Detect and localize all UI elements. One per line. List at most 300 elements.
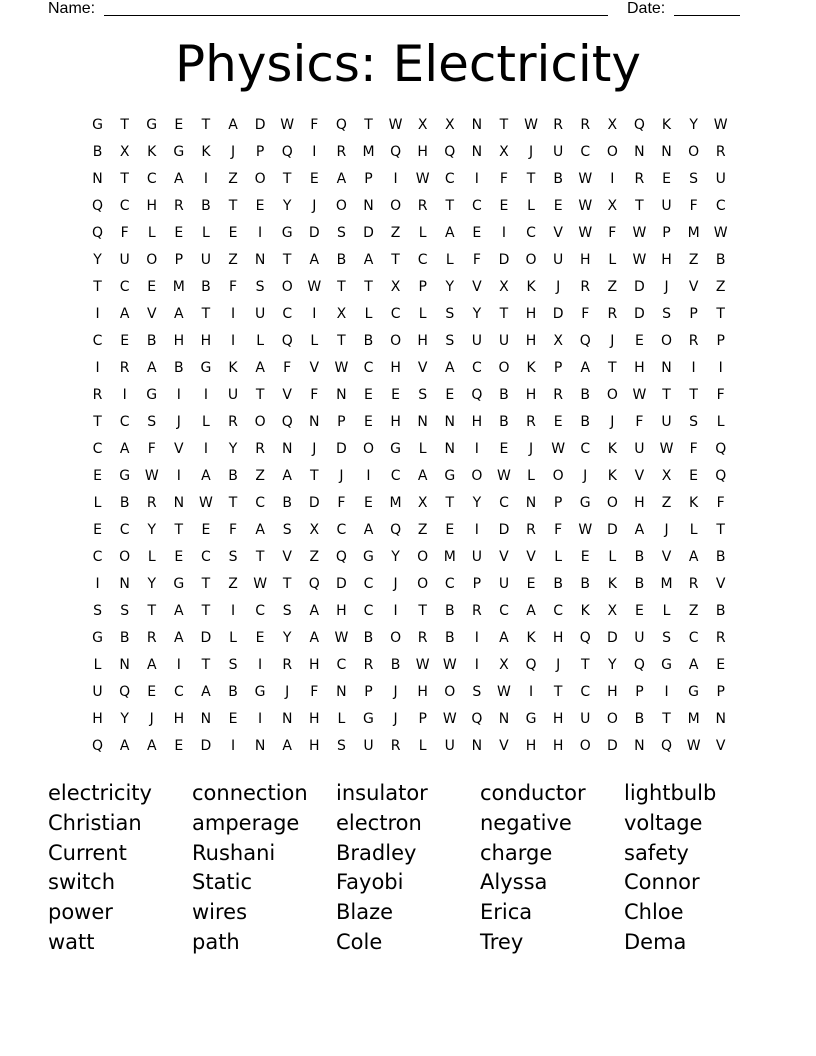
grid-letter: V — [146, 306, 157, 322]
grid-letter: D — [498, 522, 510, 538]
grid-letter: G — [92, 630, 103, 646]
word-list-item: Bradley — [336, 840, 417, 865]
grid-letter: W — [199, 495, 213, 511]
grid-letter: E — [445, 387, 455, 403]
grid-letter: W — [578, 522, 593, 538]
grid-letter: I — [203, 387, 208, 403]
grid-letter: H — [525, 333, 537, 349]
grid-letter: G — [281, 225, 293, 241]
grid-letter: G — [363, 549, 374, 565]
grid-letter: O — [606, 711, 618, 727]
grid-letter: A — [309, 603, 320, 619]
grid-letter: C — [173, 684, 184, 700]
grid-row — [84, 220, 735, 247]
grid-letter: L — [608, 252, 617, 268]
grid-letter: Q — [281, 414, 293, 430]
grid-letter: M — [389, 495, 402, 511]
grid-letter: W — [497, 684, 511, 700]
grid-letter: C — [146, 171, 157, 187]
grid-letter: Q — [633, 117, 645, 133]
grid-letter: K — [526, 630, 536, 646]
grid-letter: C — [255, 603, 265, 619]
grid-letter: Q — [335, 117, 347, 133]
grid-letter: Q — [579, 630, 591, 646]
grid-letter: T — [716, 522, 725, 538]
grid-letter: C — [499, 495, 509, 511]
name-label: Name: — [48, 0, 96, 17]
grid-letter: P — [716, 333, 725, 349]
grid-letter: E — [201, 522, 211, 538]
grid-letter: I — [474, 171, 479, 187]
grid-row — [84, 112, 735, 139]
grid-row — [84, 625, 735, 652]
grid-letter: X — [417, 117, 428, 133]
word-list-item: Trey — [480, 929, 524, 954]
grid-letter: S — [418, 387, 428, 403]
grid-letter: A — [201, 468, 211, 484]
grid-letter: F — [120, 225, 129, 241]
grid-letter: J — [528, 441, 534, 457]
grid-letter: T — [445, 198, 455, 214]
grid-letter: S — [336, 738, 346, 754]
grid-letter: P — [418, 711, 427, 727]
grid-letter: P — [662, 225, 671, 241]
grid-letter: I — [474, 630, 479, 646]
grid-letter: Y — [147, 522, 157, 538]
grid-letter: V — [553, 225, 563, 241]
grid-letter: A — [119, 441, 130, 457]
grid-letter: B — [580, 576, 591, 592]
grid-letter: A — [255, 522, 265, 538]
word-list-item: safety — [624, 840, 689, 865]
grid-letter: C — [119, 414, 130, 430]
grid-row — [84, 328, 735, 355]
grid-letter: N — [471, 738, 483, 754]
grid-letter: Y — [228, 441, 238, 457]
grid-letter: C — [363, 360, 374, 376]
grid-letter: B — [499, 387, 509, 403]
grid-letter: X — [553, 333, 563, 349]
grid-letter: A — [174, 603, 184, 619]
word-list-item: path — [192, 929, 240, 954]
grid-letter: N — [661, 360, 672, 376]
grid-letter: L — [445, 252, 454, 268]
grid-row — [84, 544, 735, 571]
grid-letter: P — [418, 279, 427, 295]
grid-letter: K — [689, 495, 699, 511]
grid-letter: J — [339, 468, 344, 484]
grid-letter: U — [227, 387, 239, 403]
grid-letter: T — [201, 576, 211, 592]
grid-letter: F — [716, 495, 725, 511]
grid-letter: Q — [579, 333, 591, 349]
grid-letter: E — [553, 414, 563, 430]
grid-letter: S — [662, 630, 671, 646]
grid-letter: P — [635, 684, 644, 700]
grid-letter: T — [499, 117, 509, 133]
grid-letter: O — [335, 198, 347, 214]
grid-letter: T — [228, 198, 238, 214]
grid-letter: M — [362, 144, 375, 160]
grid-letter: H — [146, 198, 157, 214]
grid-letter: Z — [688, 252, 699, 268]
grid-letter: I — [528, 684, 534, 700]
grid-letter: W — [578, 225, 593, 241]
grid-letter: O — [254, 414, 266, 430]
grid-letter: R — [688, 333, 699, 349]
grid-letter: B — [715, 603, 726, 619]
grid-letter: C — [471, 360, 482, 376]
grid-row — [84, 382, 735, 409]
grid-letter: N — [336, 387, 347, 403]
grid-letter: U — [634, 630, 645, 646]
grid-row — [84, 166, 735, 193]
grid-letter: T — [337, 279, 346, 295]
grid-letter: A — [444, 360, 455, 376]
grid-letter: T — [282, 171, 292, 187]
grid-letter: C — [255, 495, 265, 511]
grid-letter: Q — [633, 657, 645, 673]
name-field[interactable] — [104, 15, 608, 16]
grid-letter: L — [93, 495, 102, 511]
grid-letter: T — [201, 657, 211, 673]
grid-letter: B — [228, 468, 238, 484]
grid-letter: Q — [335, 549, 347, 565]
grid-letter: E — [499, 198, 509, 214]
grid-letter: E — [255, 198, 265, 214]
grid-letter: I — [122, 387, 127, 403]
grid-letter: O — [688, 144, 700, 160]
grid-letter: I — [474, 441, 479, 457]
grid-letter: C — [201, 549, 211, 565]
grid-letter: P — [472, 576, 482, 592]
grid-letter: U — [471, 333, 482, 349]
grid-letter: E — [147, 279, 157, 295]
grid-letter: P — [716, 684, 725, 700]
grid-letter: C — [553, 603, 564, 619]
grid-letter: F — [310, 117, 319, 133]
grid-letter: E — [553, 198, 563, 214]
grid-letter: D — [634, 306, 645, 322]
grid-letter: Y — [282, 198, 292, 214]
grid-letter: T — [499, 306, 509, 322]
grid-letter: R — [255, 441, 265, 457]
word-list-item: Christian — [48, 810, 142, 835]
grid-letter: B — [201, 198, 211, 214]
grid-letter: N — [444, 414, 455, 430]
grid-letter: R — [417, 198, 428, 214]
grid-letter: I — [393, 603, 398, 619]
grid-letter: P — [364, 171, 373, 187]
grid-letter: L — [418, 225, 427, 241]
grid-letter: P — [553, 360, 563, 376]
grid-letter: A — [526, 603, 536, 619]
grid-letter: U — [444, 738, 455, 754]
grid-letter: Y — [472, 306, 482, 322]
grid-letter: W — [632, 387, 647, 403]
word-list-item: Current — [48, 840, 127, 865]
grid-letter: E — [228, 225, 238, 241]
grid-letter: T — [255, 549, 265, 565]
grid-letter: S — [255, 279, 265, 295]
grid-letter: B — [282, 495, 292, 511]
grid-letter: H — [579, 252, 591, 268]
grid-letter: T — [310, 468, 319, 484]
grid-letter: T — [608, 360, 617, 376]
grid-letter: T — [337, 333, 346, 349]
grid-letter: I — [95, 576, 100, 592]
grid-letter: H — [607, 684, 618, 700]
grid-letter: R — [553, 387, 563, 403]
grid-letter: M — [687, 225, 700, 241]
grid-letter: Y — [147, 576, 157, 592]
grid-letter: V — [688, 279, 699, 295]
grid-letter: N — [715, 711, 726, 727]
grid-letter: K — [607, 441, 617, 457]
grid-letter: E — [93, 522, 102, 538]
grid-letter: T — [282, 252, 292, 268]
grid-letter: S — [336, 225, 346, 241]
grid-letter: J — [393, 576, 398, 592]
grid-letter: C — [336, 522, 347, 538]
grid-letter: S — [228, 657, 238, 673]
grid-letter: J — [610, 414, 615, 430]
grid-letter: R — [580, 279, 591, 295]
grid-letter: H — [390, 360, 401, 376]
grid-letter: O — [606, 495, 618, 511]
grid-letter: A — [228, 117, 238, 133]
grid-letter: E — [445, 522, 455, 538]
grid-letter: Y — [391, 549, 400, 565]
grid-letter: Q — [715, 468, 727, 484]
grid-letter: V — [417, 360, 428, 376]
grid-letter: J — [556, 279, 561, 295]
grid-letter: B — [228, 684, 238, 700]
grid-letter: B — [715, 252, 726, 268]
word-list-item: Fayobi — [336, 870, 404, 895]
grid-letter: N — [200, 711, 212, 727]
grid-letter: O — [390, 630, 402, 646]
word-list-item: electricity — [48, 781, 152, 805]
grid-letter: F — [472, 252, 481, 268]
grid-letter: T — [120, 117, 129, 133]
grid-letter: Q — [715, 441, 727, 457]
grid-letter: H — [309, 711, 320, 727]
grid-row — [84, 679, 735, 706]
grid-letter: D — [200, 738, 212, 754]
grid-letter: B — [119, 630, 130, 646]
grid-row — [84, 733, 735, 760]
grid-letter: K — [607, 576, 617, 592]
grid-letter: C — [580, 144, 591, 160]
grid-letter: A — [309, 252, 320, 268]
grid-letter: V — [472, 279, 482, 295]
grid-letter: J — [664, 279, 669, 295]
grid-letter: Q — [281, 144, 293, 160]
grid-letter: D — [308, 225, 320, 241]
grid-letter: N — [363, 198, 374, 214]
grid-letter: L — [364, 306, 373, 322]
grid-letter: P — [337, 414, 346, 430]
grid-letter: D — [498, 252, 510, 268]
grid-letter: G — [363, 711, 374, 727]
grid-letter: C — [417, 252, 428, 268]
grid-letter: X — [390, 279, 401, 295]
grid-row — [84, 571, 735, 598]
grid-letter: E — [309, 171, 319, 187]
grid-letter: C — [444, 576, 455, 592]
grid-letter: R — [580, 117, 591, 133]
grid-letter: J — [664, 522, 669, 538]
grid-letter: M — [172, 279, 185, 295]
grid-letter: B — [444, 603, 455, 619]
word-list-item: Erica — [480, 900, 533, 925]
grid-letter: W — [144, 468, 159, 484]
grid-letter: H — [417, 684, 428, 700]
word-list-item: conductor — [480, 781, 586, 805]
grid-letter: O — [362, 441, 374, 457]
grid-letter: E — [174, 225, 184, 241]
grid-letter: E — [364, 387, 373, 403]
grid-letter: W — [632, 225, 647, 241]
grid-row — [84, 409, 735, 436]
word-list-item: watt — [48, 929, 95, 954]
grid-letter: R — [173, 198, 184, 214]
grid-letter: Y — [282, 630, 292, 646]
grid-letter: Q — [471, 711, 483, 727]
grid-letter: S — [472, 684, 482, 700]
grid-letter: O — [417, 549, 429, 565]
grid-letter: A — [174, 630, 184, 646]
grid-letter: Y — [689, 117, 698, 133]
grid-letter: D — [200, 630, 212, 646]
grid-row — [84, 355, 735, 382]
grid-letter: Y — [93, 252, 102, 268]
grid-letter: F — [608, 225, 617, 241]
grid-letter: I — [230, 738, 236, 754]
grid-letter: S — [228, 549, 238, 565]
grid-letter: C — [580, 684, 591, 700]
grid-letter: T — [201, 603, 211, 619]
word-list-item: connection — [192, 781, 308, 805]
grid-letter: A — [174, 171, 184, 187]
grid-letter: Y — [120, 711, 129, 727]
grid-letter: V — [526, 549, 536, 565]
grid-letter: X — [499, 144, 509, 160]
grid-letter: L — [608, 549, 617, 565]
grid-letter: Q — [119, 684, 131, 700]
grid-letter: G — [444, 468, 456, 484]
grid-letter: N — [254, 252, 266, 268]
grid-row — [84, 193, 735, 220]
grid-letter: F — [228, 522, 238, 538]
grid-letter: C — [92, 441, 103, 457]
grid-letter: D — [634, 279, 645, 295]
letter-grid — [84, 112, 735, 760]
grid-letter: D — [606, 630, 618, 646]
grid-letter: S — [120, 603, 130, 619]
grid-letter: W — [632, 252, 647, 268]
grid-letter: E — [499, 441, 509, 457]
grid-letter: T — [282, 576, 292, 592]
grid-letter: R — [146, 630, 157, 646]
grid-letter: U — [553, 144, 564, 160]
grid-letter: L — [527, 468, 535, 484]
grid-letter: T — [716, 306, 725, 322]
grid-letter: T — [526, 171, 536, 187]
grid-letter: X — [607, 198, 618, 214]
grid-letter: I — [176, 657, 181, 673]
date-field[interactable] — [674, 15, 740, 16]
grid-letter: L — [310, 333, 319, 349]
grid-letter: H — [309, 657, 320, 673]
grid-letter: O — [525, 252, 537, 268]
grid-letter: R — [553, 117, 563, 133]
grid-letter: I — [366, 468, 371, 484]
grid-letter: Q — [308, 576, 320, 592]
grid-letter: P — [255, 144, 265, 160]
grid-letter: U — [634, 441, 645, 457]
grid-row — [84, 463, 735, 490]
grid-letter: V — [499, 549, 509, 565]
grid-letter: O — [661, 333, 673, 349]
grid-letter: B — [174, 360, 184, 376]
grid-letter: A — [119, 738, 130, 754]
grid-letter: L — [689, 522, 698, 538]
grid-letter: E — [391, 387, 400, 403]
grid-letter: I — [176, 468, 181, 484]
grid-letter: F — [310, 684, 319, 700]
grid-letter: R — [228, 414, 238, 430]
grid-letter: U — [580, 711, 591, 727]
header-fields — [48, 0, 748, 20]
grid-letter: K — [661, 117, 672, 133]
grid-letter: G — [119, 468, 131, 484]
grid-letter: H — [417, 333, 428, 349]
grid-letter: R — [336, 144, 347, 160]
grid-letter: D — [254, 117, 266, 133]
grid-letter: R — [607, 306, 618, 322]
grid-letter: T — [391, 252, 400, 268]
grid-letter: O — [417, 576, 429, 592]
grid-letter: H — [173, 333, 185, 349]
grid-letter: J — [312, 441, 317, 457]
grid-letter: G — [146, 387, 158, 403]
grid-letter: D — [552, 306, 564, 322]
grid-row — [84, 706, 735, 733]
grid-letter: C — [715, 198, 726, 214]
grid-letter: N — [173, 495, 185, 511]
grid-letter: U — [471, 549, 482, 565]
grid-letter: T — [580, 657, 590, 673]
grid-letter: C — [471, 198, 482, 214]
grid-letter: O — [498, 360, 510, 376]
grid-letter: F — [147, 441, 156, 457]
grid-letter: U — [119, 252, 130, 268]
word-list-item: electron — [336, 810, 422, 835]
grid-letter: W — [578, 198, 593, 214]
grid-letter: L — [662, 603, 671, 619]
grid-letter: U — [553, 252, 564, 268]
grid-letter: A — [146, 657, 157, 673]
grid-letter: U — [661, 414, 672, 430]
grid-letter: H — [661, 252, 672, 268]
grid-letter: B — [499, 414, 509, 430]
word-list-item: Cole — [336, 929, 383, 954]
grid-letter: H — [390, 414, 401, 430]
grid-letter: A — [499, 630, 509, 646]
grid-letter: L — [337, 711, 346, 727]
